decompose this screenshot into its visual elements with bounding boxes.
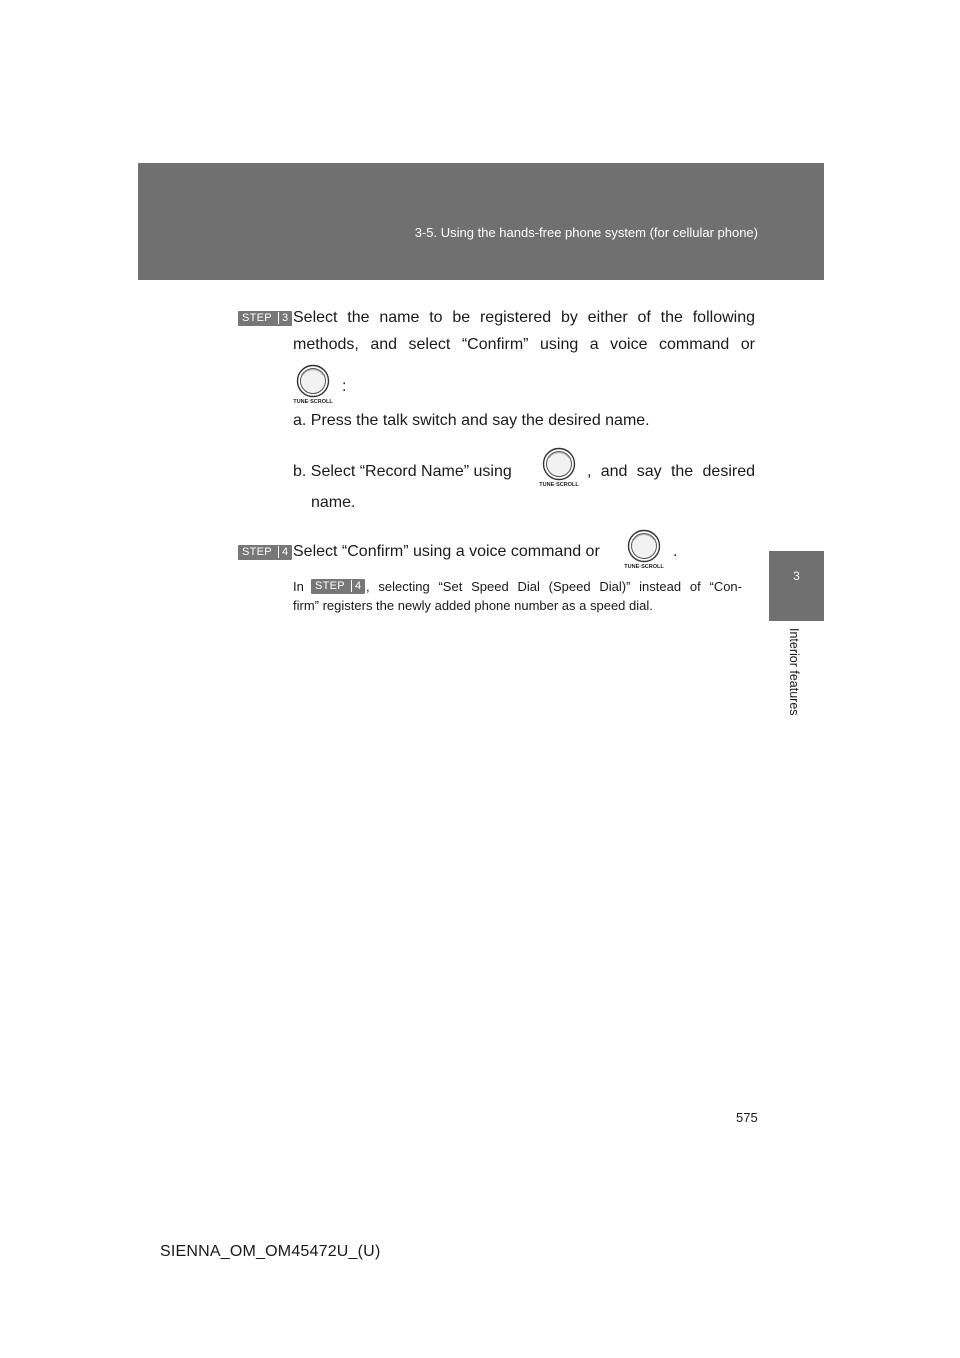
note-prefix: In xyxy=(293,579,304,594)
chapter-side-label xyxy=(787,628,805,738)
step-word: STEP xyxy=(242,312,272,324)
chapter-number: 3 xyxy=(793,569,800,583)
step-3-colon: : xyxy=(342,378,347,395)
section-title: 3-5. Using the hands-free phone system (for cellular phone) xyxy=(414,225,758,240)
note-text: , selecting “Set Speed Dial (Speed Dial)” instead of “Con- xyxy=(366,579,742,594)
option-b-text: b. Select “Record Name” using xyxy=(293,463,512,480)
tune-scroll-knob-icon xyxy=(623,529,669,571)
step-3-line-1: Select the name to be registered by either of the following xyxy=(293,309,755,326)
step-number: 4 xyxy=(351,580,361,592)
step-number: 4 xyxy=(278,546,288,558)
option-b-text-post: , and say the desired xyxy=(587,463,755,480)
step-4-text: Select “Confirm” using a voice command or xyxy=(293,543,600,560)
option-a-text: a. Press the talk switch and say the desired name. xyxy=(293,412,650,429)
chapter-label-text: Interior features xyxy=(787,628,801,716)
tune-scroll-knob-icon xyxy=(292,364,338,406)
step-word: STEP xyxy=(315,580,345,592)
step-3-line-2: methods, and select “Confirm” using a voice command or xyxy=(293,336,755,353)
step-word: STEP xyxy=(242,546,272,558)
knob-caption: TUNE·SCROLL xyxy=(539,482,579,488)
note-text-line-2: firm” registers the newly added phone number as a speed dial. xyxy=(293,598,653,613)
option-b-continued: name. xyxy=(311,494,356,511)
knob-caption: TUNE·SCROLL xyxy=(293,399,333,405)
document-code: SIENNA_OM_OM45472U_(U) xyxy=(160,1243,381,1260)
chapter-header xyxy=(138,163,824,280)
chapter-tab xyxy=(769,551,824,621)
step-4-period: . xyxy=(673,543,678,560)
note-step-4-badge xyxy=(311,579,365,594)
step-4-badge xyxy=(238,545,292,560)
knob-caption: TUNE·SCROLL xyxy=(624,564,664,570)
page-number: 575 xyxy=(736,1110,758,1125)
step-3-badge xyxy=(238,311,292,326)
tune-scroll-knob-icon xyxy=(538,447,584,489)
step-number: 3 xyxy=(278,312,288,324)
